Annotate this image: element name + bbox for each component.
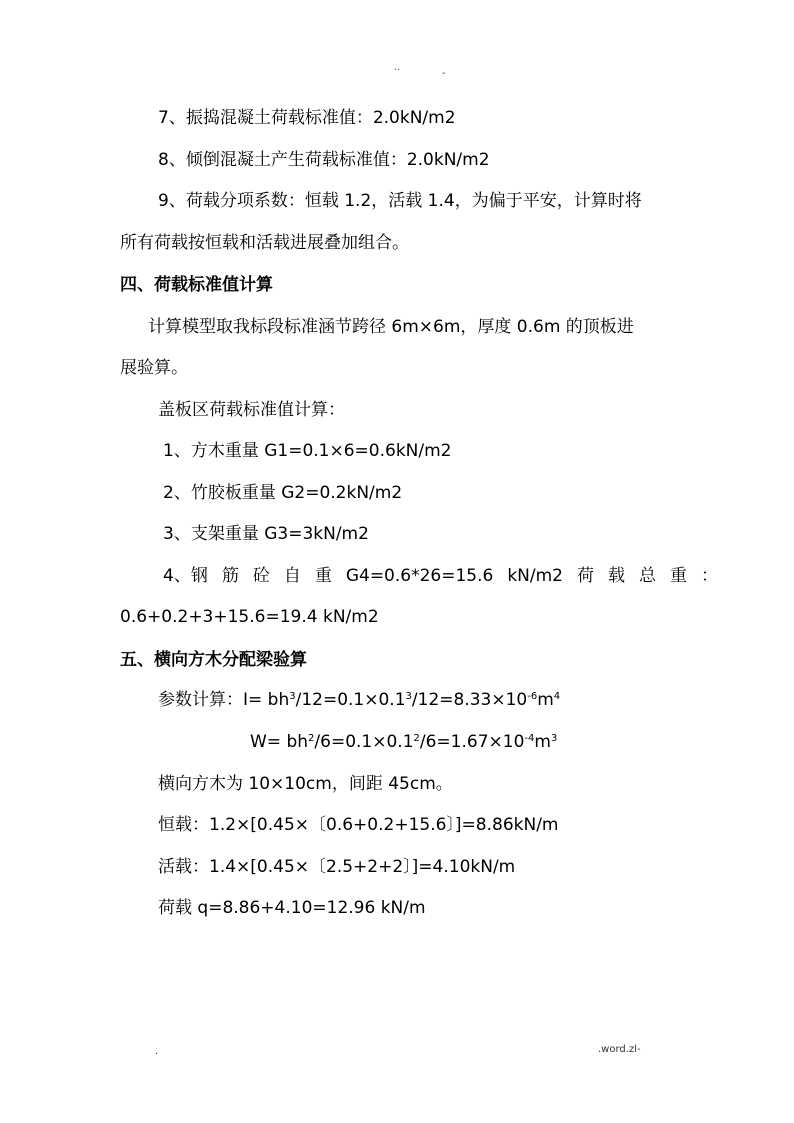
list-item-2: 2、竹胶板重量 G2=0.2kN/m2 <box>163 483 403 503</box>
formula-section-modulus: $W= bh^2/6=0.1\times 0.1^2/6=1.67\times 10^{-4}m^3$ <box>250 732 558 752</box>
word: 总 <box>639 566 656 586</box>
word: 4、钢 <box>163 566 208 586</box>
timber-spacing: 横向方木为 10×10cm，间距 45cm。 <box>158 774 453 794</box>
dead-load: 恒载：1.2×[0.45×〔0.6+0.2+15.6〕]=8.86kN/m <box>158 815 559 835</box>
footer-right: .word.zl- <box>598 1044 641 1055</box>
item-7: 7、振捣混凝土荷载标准值：2.0kN/m2 <box>158 108 456 128</box>
paragraph-line2: 展验算。 <box>120 358 188 378</box>
footer-left: . <box>155 1046 159 1057</box>
live-load: 活载：1.4×[0.45×〔2.5+2+2〕]=4.10kN/m <box>158 857 516 877</box>
total-load: 荷载 q=8.86+4.10=12.96 kN/m <box>158 898 426 918</box>
list-item-3: 3、支架重量 G3=3kN/m2 <box>163 524 369 544</box>
word: ： <box>701 566 718 586</box>
section-heading-4: 四、荷载标准值计算 <box>120 275 273 295</box>
header-mark-left: .. <box>394 62 401 73</box>
word: 自 <box>283 566 301 586</box>
paragraph-line1: 计算模型取我标段标准涵节跨径 6m×6m，厚度 0.6m 的顶板进 <box>148 317 634 337</box>
word: 载 <box>608 566 625 586</box>
list-item-4-line1 <box>163 566 718 586</box>
item-9-line2: 所有荷载按恒载和活载进展叠加组合。 <box>120 233 409 253</box>
header-mark-right: - <box>442 68 446 79</box>
word: 砼 <box>252 566 270 586</box>
word: 重 <box>670 566 687 586</box>
word: 重 <box>314 566 332 586</box>
list-item-1: 1、方木重量 G1=0.1×6=0.6kN/m2 <box>163 441 452 461</box>
section-heading-5: 五、横向方木分配梁验算 <box>120 650 307 670</box>
formula-inertia: 参数计算：$I= bh^3/12=0.1\times 0.1^3/12=8.33\times 10^{-6}m^4$ <box>158 690 561 710</box>
word: G4=0.6*26=15.6 <box>345 566 494 586</box>
item-9-line1: 9、荷载分项系数：恒载 1.2，活载 1.4，为偏于平安，计算时将 <box>158 191 642 211</box>
word: 荷 <box>577 566 594 586</box>
list-item-4-line2: 0.6+0.2+3+15.6=19.4 kN/m2 <box>120 607 379 627</box>
word: kN/m2 <box>507 566 563 586</box>
subheading-cover-area: 盖板区荷载标准值计算： <box>158 400 345 420</box>
item-8: 8、倾倒混凝土产生荷载标准值：2.0kN/m2 <box>158 150 490 170</box>
word: 筋 <box>221 566 239 586</box>
